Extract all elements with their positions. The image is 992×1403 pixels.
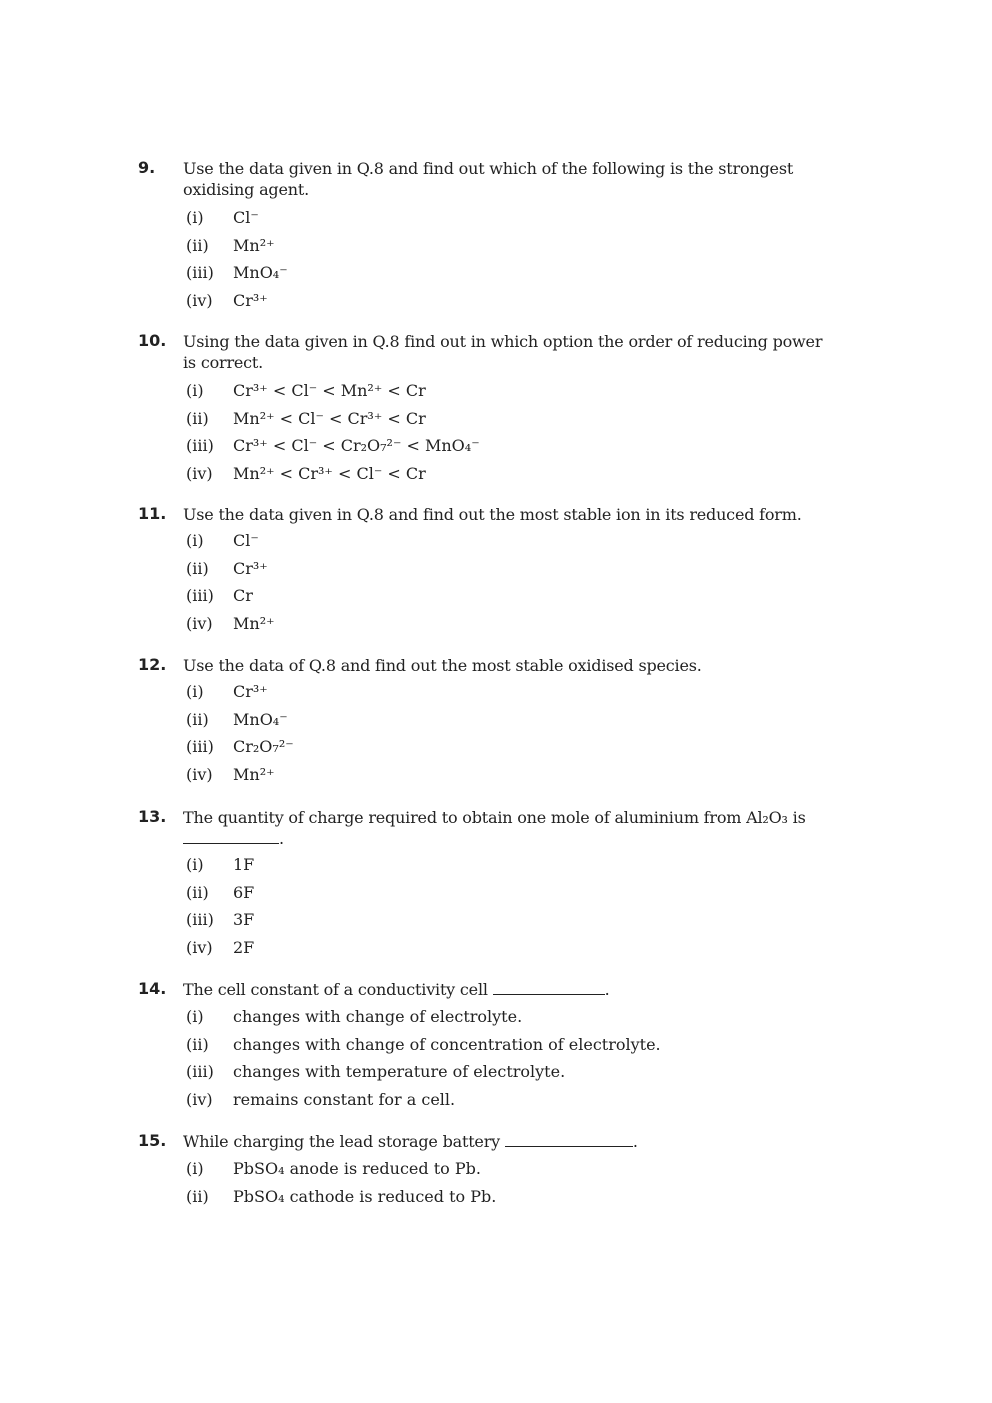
- option-label: (i): [186, 855, 204, 874]
- option-label: (ii): [186, 1034, 209, 1054]
- question-text: [183, 158, 823, 200]
- option-text: Mn²⁺ < Cr³⁺ < Cl⁻ < Cr: [233, 464, 426, 484]
- option-label: (iii): [186, 263, 214, 283]
- option-text: Cr³⁺ < Cl⁻ < Cr₂O₇²⁻ < MnO₄⁻: [233, 436, 480, 456]
- option-label: (ii): [186, 882, 209, 902]
- option-label: (ii): [186, 1186, 209, 1206]
- option-text: Cr³⁺: [233, 558, 268, 578]
- option-label: (ii): [186, 235, 209, 255]
- question-text-content: Use the data given in Q.8 and find out the most stable ion in its reduced form.: [183, 505, 802, 524]
- option-label: (iii): [186, 1062, 214, 1082]
- question-number: 9.: [138, 158, 156, 177]
- answer-blank: [183, 829, 279, 844]
- question-text-content: Use the data given in Q.8 and find out which of the following is the strongest oxidising agent.: [183, 159, 794, 199]
- question-text: [183, 807, 823, 849]
- question-number: 13.: [138, 807, 167, 826]
- option-label: (iv): [186, 464, 213, 484]
- option-text: Cl⁻: [233, 531, 259, 550]
- option-text: Cr³⁺: [233, 682, 268, 701]
- option-text: PbSO₄ anode is reduced to Pb.: [233, 1159, 481, 1178]
- answer-blank: [493, 980, 605, 995]
- question-text: [183, 504, 823, 525]
- question-number: 12.: [138, 655, 167, 674]
- option-label: (ii): [186, 709, 209, 729]
- option-label: (i): [186, 531, 204, 550]
- option-text: 2F: [233, 938, 255, 958]
- question-text-content: Using the data given in Q.8 find out in which option the order of reducing power is correct.: [183, 332, 823, 372]
- option-text: remains constant for a cell.: [233, 1090, 456, 1110]
- question-number: 14.: [138, 979, 167, 998]
- blank-period: .: [632, 1132, 638, 1151]
- option-label: (iii): [186, 436, 214, 456]
- option-text: 3F: [233, 910, 255, 930]
- option-label: (iii): [186, 737, 214, 757]
- option-label: (ii): [186, 558, 209, 578]
- question-text: [183, 979, 823, 1000]
- option-text: Mn²⁺: [233, 235, 275, 255]
- option-text: Cr³⁺ < Cl⁻ < Mn²⁺ < Cr: [233, 381, 426, 400]
- option-label: (iv): [186, 938, 213, 958]
- option-label: (i): [186, 1159, 204, 1178]
- question-text-content: The cell constant of a conductivity cell: [183, 980, 488, 999]
- option-label: (iv): [186, 614, 213, 634]
- option-label: (i): [186, 1007, 204, 1026]
- question-text-content: The quantity of charge required to obtain one mole of aluminium from Al₂O₃ is: [183, 808, 806, 827]
- option-text: changes with temperature of electrolyte.: [233, 1062, 566, 1082]
- option-text: Cl⁻: [233, 208, 259, 227]
- option-text: 6F: [233, 882, 255, 902]
- option-text: Cr³⁺: [233, 291, 268, 311]
- question-text: [183, 1131, 823, 1152]
- option-text: Cr₂O₇²⁻: [233, 737, 294, 757]
- option-label: (iv): [186, 291, 213, 311]
- blank-period: .: [604, 980, 610, 999]
- question-text-content: Use the data of Q.8 and find out the most stable oxidised species.: [183, 656, 702, 675]
- question-number: 10.: [138, 331, 167, 350]
- option-text: MnO₄⁻: [233, 709, 288, 729]
- question-number: 15.: [138, 1131, 167, 1150]
- option-label: (i): [186, 682, 204, 701]
- option-label: (ii): [186, 408, 209, 428]
- option-text: 1F: [233, 855, 255, 874]
- option-text: Mn²⁺ < Cl⁻ < Cr³⁺ < Cr: [233, 408, 426, 428]
- option-label: (iv): [186, 765, 213, 785]
- question-text: [183, 655, 823, 676]
- question-text-content: While charging the lead storage battery: [183, 1132, 500, 1151]
- question-number: 11.: [138, 504, 167, 523]
- option-label: (i): [186, 381, 204, 400]
- question-text: [183, 331, 823, 373]
- option-text: Mn²⁺: [233, 765, 275, 785]
- option-text: Mn²⁺: [233, 614, 275, 634]
- option-text: changes with change of concentration of electrolyte.: [233, 1034, 661, 1054]
- option-label: (iii): [186, 586, 214, 606]
- option-label: (iv): [186, 1090, 213, 1110]
- option-text: Cr: [233, 586, 253, 606]
- option-text: changes with change of electrolyte.: [233, 1007, 523, 1026]
- answer-blank: [505, 1132, 633, 1147]
- option-text: PbSO₄ cathode is reduced to Pb.: [233, 1186, 497, 1206]
- option-text: MnO₄⁻: [233, 263, 288, 283]
- option-label: (i): [186, 208, 204, 227]
- blank-period: .: [279, 829, 284, 848]
- option-label: (iii): [186, 910, 214, 930]
